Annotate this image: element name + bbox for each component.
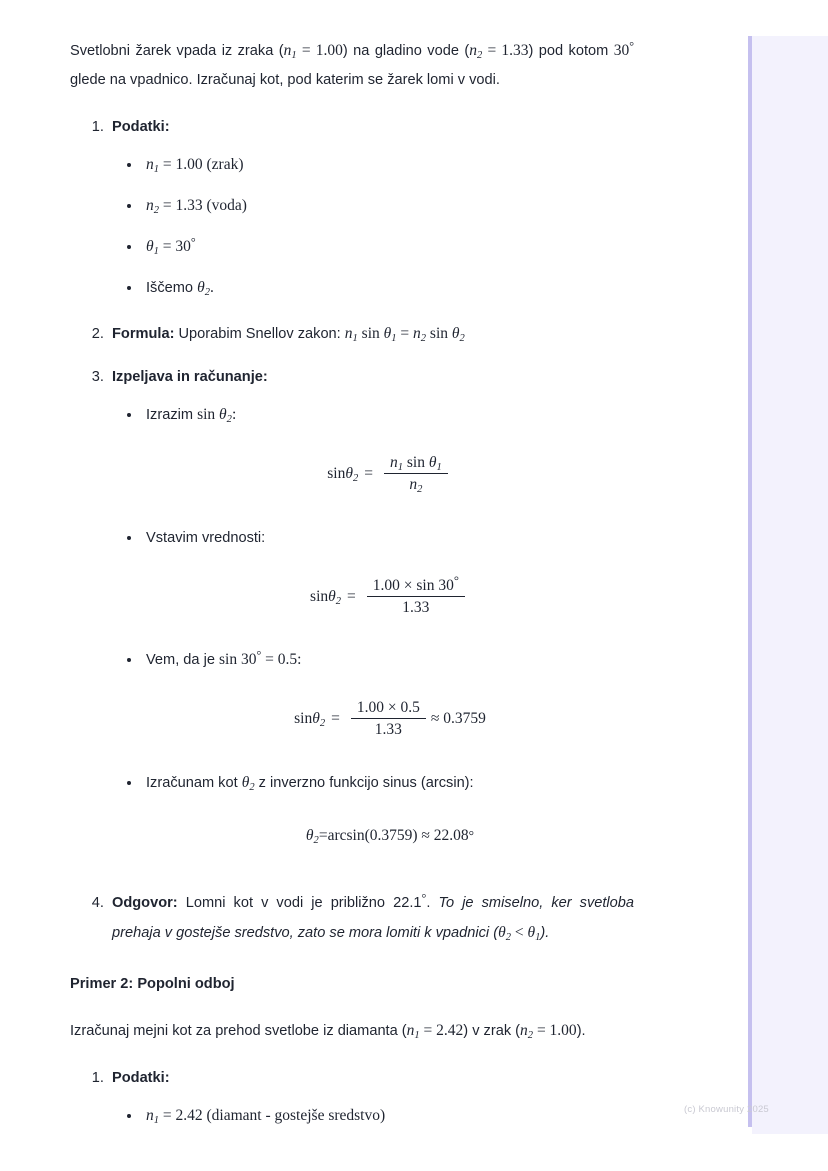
step-item-formula bbox=[108, 319, 634, 349]
intro-n1-symbol: n bbox=[283, 42, 292, 59]
theta2-subscript: 2 bbox=[249, 781, 255, 793]
theta2-subscript: 2 bbox=[226, 413, 232, 425]
intro-n2-value: = 1.33 bbox=[482, 42, 529, 59]
degree-symbol-icon: ° bbox=[629, 38, 634, 53]
intro-text-2: ) na gladino vode ( bbox=[342, 43, 470, 59]
izpeljava-bullet-list bbox=[112, 402, 634, 849]
step-4-label: Odgovor: bbox=[112, 894, 178, 911]
theta1-symbol: θ bbox=[146, 238, 154, 255]
step-2-label: Formula: bbox=[112, 326, 175, 342]
vstavim-text: Vstavim vrednosti: bbox=[146, 529, 266, 546]
example-2-step-1-label: Podatki: bbox=[112, 1069, 170, 1086]
answer-explanation-a: To je smiselno, ker svetloba prehaja v gostejše sredstvo, zato se mora lomiti k vpadnici ( bbox=[112, 894, 635, 941]
eq1-den-n-sub: 2 bbox=[417, 484, 423, 496]
eq1-num-theta-sub: 1 bbox=[436, 461, 442, 473]
answer-text-b: . bbox=[426, 894, 439, 911]
example2-n1-value: = 2.42 bbox=[419, 1021, 464, 1039]
sin-operator: sin bbox=[197, 406, 220, 423]
solution-steps-list bbox=[70, 113, 634, 948]
example-2-statement bbox=[70, 1016, 634, 1046]
eq2-numerator bbox=[367, 573, 465, 597]
step-2-text: Uporabim Snellov zakon: bbox=[174, 326, 345, 342]
eq2-theta: θ bbox=[328, 587, 336, 605]
arcsin-text: z inverzno funkcijo sinus (arcsin): bbox=[254, 774, 474, 791]
example2-n1: n bbox=[406, 1021, 415, 1039]
example-2-steps-list bbox=[70, 1064, 634, 1129]
snell-n1-sub: 1 bbox=[352, 332, 358, 344]
intro-n2-subscript: 2 bbox=[476, 49, 483, 61]
intro-text-4: glede na vpadnico. Izračunaj kot, pod katerim se žarek lomi v vodi. bbox=[70, 72, 500, 88]
n1-value: = 1.00 (zrak) bbox=[159, 156, 244, 173]
intro-n1-subscript: 1 bbox=[291, 49, 297, 61]
eq1-num-n: n bbox=[389, 454, 398, 471]
list-item bbox=[142, 525, 634, 618]
n2-symbol: n bbox=[146, 197, 154, 214]
eq2-sin: sin bbox=[310, 587, 329, 605]
list-item bbox=[142, 402, 634, 495]
example2-n2-sub: 2 bbox=[527, 1029, 534, 1041]
podatki-bullet-list bbox=[112, 152, 634, 301]
n1-subscript: 1 bbox=[153, 163, 160, 175]
answer-text-a: Lomni kot v vodi je približno 22.1 bbox=[177, 894, 422, 911]
theta2-symbol: θ bbox=[241, 773, 250, 791]
n1-symbol: n bbox=[146, 156, 154, 173]
eq2-fraction bbox=[367, 573, 465, 618]
list-item bbox=[142, 275, 634, 301]
example2-bullet-n1-value: = 2.42 (diamant - gostejše sredstvo) bbox=[159, 1106, 386, 1124]
eq1-equals: = bbox=[364, 465, 373, 483]
snell-theta1-sub: 1 bbox=[391, 332, 397, 344]
theta2-subscript: 2 bbox=[204, 286, 210, 298]
eq1-num-sin: sin bbox=[403, 454, 429, 471]
intro-text-3: ) pod kotom bbox=[528, 43, 614, 59]
list-item bbox=[142, 1103, 634, 1129]
example-2-podatki-bullet-list bbox=[112, 1103, 634, 1129]
answer-explanation-b: ). bbox=[540, 924, 550, 941]
theta2-symbol: θ bbox=[197, 279, 205, 296]
n2-subscript: 2 bbox=[153, 204, 160, 216]
eq3-theta: θ bbox=[312, 710, 320, 728]
document-content bbox=[70, 36, 634, 1133]
snell-sin-1: sin bbox=[357, 325, 384, 342]
eq1-theta: θ bbox=[345, 465, 353, 483]
eq2-num-text: 1.00 × sin 30 bbox=[372, 576, 454, 594]
eq3-equals: = bbox=[331, 710, 340, 728]
eq4-theta: θ bbox=[305, 826, 314, 844]
colon: : bbox=[231, 406, 237, 423]
step-item-odgovor bbox=[108, 889, 634, 948]
list-item bbox=[142, 193, 634, 219]
step-3-label: Izpeljava in računanje: bbox=[112, 369, 268, 385]
intro-angle-value: 30 bbox=[613, 42, 630, 59]
eq1-fraction bbox=[384, 454, 448, 495]
example-2-text-c: ). bbox=[576, 1022, 586, 1039]
answer-theta2-sub: 2 bbox=[505, 931, 511, 943]
theta1-value: = 30 bbox=[158, 238, 191, 255]
sin30-result: = 0.5: bbox=[261, 651, 302, 669]
eq3-sin: sin bbox=[294, 710, 313, 728]
vem-text: Vem, da je bbox=[146, 652, 220, 669]
snell-theta1: θ bbox=[383, 325, 392, 342]
eq1-den-n: n bbox=[409, 476, 418, 494]
intro-text-1: Svetlobni žarek vpada iz zraka ( bbox=[70, 43, 284, 59]
answer-paragraph bbox=[112, 889, 634, 948]
eq3-theta-sub: 2 bbox=[319, 718, 326, 730]
eq3-fraction bbox=[351, 699, 426, 740]
degree-symbol-icon: ° bbox=[256, 648, 262, 663]
degree-symbol-icon: ° bbox=[190, 234, 196, 249]
eq3-result: ≈ 0.3759 bbox=[430, 710, 486, 728]
eq4-equals: = bbox=[318, 826, 328, 844]
example2-n2-value: = 1.00 bbox=[533, 1021, 577, 1039]
problem-statement bbox=[70, 36, 634, 95]
snell-sin-2: sin bbox=[426, 325, 452, 342]
answer-theta2: θ bbox=[498, 923, 506, 941]
equation-sin-theta2-values bbox=[146, 573, 634, 618]
n2-value: = 1.33 (voda) bbox=[159, 197, 247, 214]
eq1-theta-sub: 2 bbox=[352, 473, 359, 485]
equation-sin-theta2-numeric bbox=[146, 699, 634, 740]
list-item bbox=[142, 234, 634, 260]
answer-theta1: θ bbox=[527, 923, 536, 941]
snell-n2-sub: 2 bbox=[420, 332, 427, 344]
izracunam-text: Izračunam kot bbox=[146, 774, 242, 791]
iscemo-text: Iščemo bbox=[146, 280, 198, 296]
step-item-podatki bbox=[108, 113, 634, 301]
equation-sin-theta2-general bbox=[146, 454, 634, 495]
example-2-heading: Primer 2: Popolni odboj bbox=[70, 975, 235, 992]
eq1-denominator bbox=[403, 474, 428, 494]
eq1-num-theta: θ bbox=[428, 454, 437, 471]
intro-n1-value: = 1.00 bbox=[296, 42, 343, 59]
snell-n1: n bbox=[344, 325, 353, 342]
izrazim-text: Izrazim bbox=[146, 407, 198, 423]
step-item-izpeljava bbox=[108, 363, 634, 849]
eq3-denominator: 1.33 bbox=[374, 721, 402, 739]
theta1-subscript: 1 bbox=[153, 245, 159, 257]
eq1-sin: sin bbox=[327, 465, 346, 483]
sin-operator: sin bbox=[219, 651, 241, 669]
eq1-numerator bbox=[384, 454, 448, 474]
example2-n1-sub: 1 bbox=[414, 1029, 420, 1041]
eq4-theta-sub: 2 bbox=[313, 834, 319, 846]
snell-theta2: θ bbox=[451, 325, 460, 342]
copyright-watermark: (c) Knowunity 2025 bbox=[684, 1104, 769, 1115]
example2-bullet-n1: n bbox=[146, 1106, 154, 1124]
eq3-numerator: 1.00 × 0.5 bbox=[351, 699, 426, 719]
degree-symbol-icon: ° bbox=[453, 573, 459, 588]
example-2-text-b: ) v zrak ( bbox=[463, 1022, 521, 1039]
step-1-label: Podatki: bbox=[112, 119, 170, 135]
list-item bbox=[142, 152, 634, 178]
list-item bbox=[142, 770, 634, 849]
example2-bullet-n1-sub: 1 bbox=[153, 1114, 160, 1126]
answer-theta1-sub: 1 bbox=[535, 931, 541, 943]
degree-symbol-icon: ° bbox=[421, 890, 427, 905]
snell-n2: n bbox=[413, 325, 421, 342]
snell-theta2-sub: 2 bbox=[459, 332, 465, 344]
eq2-theta-sub: 2 bbox=[335, 595, 342, 607]
equation-theta2-arcsin: θ $_2$ = arcsin(0.3759) ≈ 22.08 ° bbox=[146, 822, 634, 849]
eq2-denominator: 1.33 bbox=[402, 598, 430, 616]
example-2-text-a: Izračunaj mejni kot za prehod svetlobe iz diamanta ( bbox=[70, 1022, 407, 1039]
answer-less-than: < bbox=[510, 923, 528, 941]
example2-n2: n bbox=[520, 1021, 528, 1039]
iscemo-period: . bbox=[209, 279, 214, 296]
eq2-equals: = bbox=[347, 587, 356, 605]
step-item-podatki-2 bbox=[108, 1064, 634, 1129]
side-panel bbox=[752, 36, 828, 1134]
snell-equals: = bbox=[396, 325, 414, 342]
list-item bbox=[142, 647, 634, 740]
sin30-value: 30 bbox=[240, 651, 257, 669]
intro-n2-symbol: n bbox=[469, 42, 477, 59]
eq1-num-n-sub: 1 bbox=[397, 461, 403, 473]
eq4-result: arcsin(0.3759) ≈ 22.08 bbox=[327, 826, 469, 844]
theta2-symbol: θ bbox=[219, 406, 227, 423]
